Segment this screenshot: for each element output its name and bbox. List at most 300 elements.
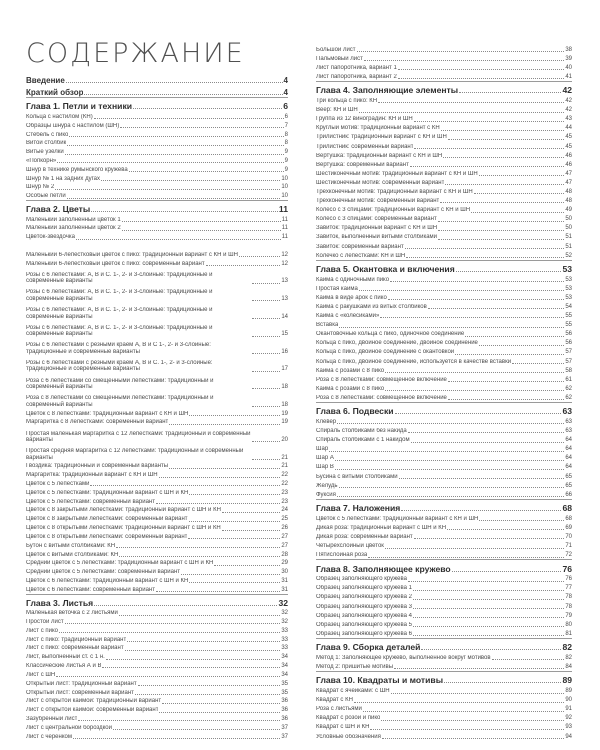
toc-entry-page: 22 <box>281 481 288 488</box>
toc-entry[interactable] <box>316 186 572 195</box>
toc-entry-title: Трехконечный мотив: традиционный вариант с КН и ШН <box>316 188 473 195</box>
toc-entry[interactable] <box>316 114 572 123</box>
toc-entry[interactable] <box>316 365 572 374</box>
toc-entry-title: Лист с пико: современный вариант <box>26 645 124 652</box>
toc-entry-title: Пальмовый лист <box>316 55 363 62</box>
toc-entry[interactable] <box>316 471 572 480</box>
toc-entry-page: 37 <box>281 733 288 740</box>
toc-entry-title: Завиток, выполненный витыми столбиками <box>316 234 438 241</box>
toc-entry-title: Маленькая веточка с 2 листьями <box>26 610 118 617</box>
toc-entry[interactable] <box>26 302 288 320</box>
toc-entry[interactable] <box>316 104 572 113</box>
toc-entry[interactable] <box>26 461 288 470</box>
toc-entry[interactable] <box>26 576 288 585</box>
dot-leader <box>119 556 280 557</box>
toc-entry-title: Цветок с 8 открытыми лепестками: современный вариант <box>26 533 188 540</box>
toc-entry-page: 9 <box>284 166 288 173</box>
toc-entry[interactable] <box>26 608 288 617</box>
toc-entry[interactable] <box>26 496 288 505</box>
toc-entry[interactable] <box>316 274 572 283</box>
toc-entry[interactable] <box>316 522 572 531</box>
toc-entry[interactable] <box>316 462 572 471</box>
dot-leader <box>410 166 564 167</box>
toc-entry-page: 25 <box>281 516 288 523</box>
toc-entry-title: Трилистник: традиционный вариант с КН и ШН <box>316 134 447 141</box>
toc-entry-title: Маленький 6-лепестковый цветок с пико: традиционный вариант с КН и ШН <box>26 251 238 258</box>
toc-entry[interactable] <box>316 489 572 498</box>
toc-entry[interactable] <box>26 567 288 576</box>
toc-entry-page: 23 <box>281 489 288 496</box>
toc-entry-title: Фуксия <box>316 491 336 498</box>
toc-entry[interactable] <box>316 695 572 704</box>
toc-entry[interactable] <box>26 661 288 670</box>
toc-entry[interactable] <box>26 487 288 496</box>
toc-entry[interactable] <box>316 71 572 80</box>
toc-entry[interactable] <box>26 443 288 461</box>
toc-entry-page: 18 <box>281 401 288 408</box>
toc-entry-title: Образец заполняющего кружева 1 <box>316 585 412 592</box>
toc-entry[interactable] <box>316 685 572 694</box>
toc-entry-title: Три кольца с пико: КН <box>316 98 378 105</box>
toc-chapter[interactable] <box>26 97 288 112</box>
toc-entry-title: Роза с 8 лепестками: совмещенное включение <box>316 376 447 383</box>
toc-entry[interactable] <box>26 470 288 479</box>
toc-entry-page: 42 <box>565 107 572 114</box>
toc-entry-page: 91 <box>565 706 572 713</box>
toc-entry[interactable] <box>316 241 572 250</box>
toc-entry[interactable] <box>316 356 572 365</box>
toc-entry[interactable] <box>316 310 572 319</box>
toc-entry[interactable] <box>26 678 288 687</box>
toc-entry[interactable] <box>316 619 572 628</box>
dot-leader <box>169 468 280 469</box>
toc-entry[interactable] <box>316 329 572 338</box>
toc-entry-page: 14 <box>281 313 288 320</box>
dot-leader <box>399 478 565 479</box>
toc-entry[interactable] <box>26 669 288 678</box>
toc-entry[interactable] <box>26 129 288 138</box>
toc-entry-page: 32 <box>281 610 288 617</box>
toc-entry-page: 16 <box>281 348 288 355</box>
toc-entry[interactable] <box>316 453 572 462</box>
toc-entry-page: 82 <box>562 642 572 653</box>
toc-entry[interactable] <box>316 383 572 392</box>
toc-entry-page: 33 <box>281 645 288 652</box>
dot-leader <box>354 702 564 703</box>
toc-entry-title: Гвоздика: традиционный и современный варианты <box>26 463 169 470</box>
toc-entry-page: 68 <box>565 515 572 522</box>
toc-entry[interactable] <box>316 731 572 740</box>
toc-entry[interactable] <box>316 338 572 347</box>
dot-leader <box>102 667 280 668</box>
toc-entry-title: Маленький 6-лепестковый цветок с пико: современный вариант <box>26 260 205 267</box>
toc-entry-page: 57 <box>565 349 572 356</box>
toc-entry[interactable] <box>26 164 288 173</box>
dot-leader <box>65 623 281 624</box>
toc-chapter[interactable] <box>316 637 572 652</box>
toc-entry[interactable] <box>316 232 572 241</box>
toc-entry-page: 93 <box>565 724 572 731</box>
dot-leader <box>101 180 280 181</box>
dot-leader <box>119 615 280 616</box>
toc-entry-page: 58 <box>565 367 572 374</box>
toc-entry-title: Спираль столбиками без накида <box>316 428 407 435</box>
toc-entry-title: Открытый лист: традиционный вариант <box>26 680 137 687</box>
toc-section[interactable] <box>26 74 288 85</box>
toc-entry[interactable] <box>316 292 572 301</box>
toc-entry-page: 78 <box>565 603 572 610</box>
toc-entry-page: 62 <box>565 385 572 392</box>
toc-entry-title: Метод 2: пришитые мотивы <box>316 664 394 671</box>
toc-entry[interactable] <box>26 625 288 634</box>
toc-entry[interactable] <box>26 320 288 338</box>
toc-chapter[interactable] <box>316 80 572 95</box>
toc-entry-title: Лист с пико <box>26 627 59 634</box>
toc-entry[interactable] <box>316 250 572 259</box>
toc-entry-page: 53 <box>565 294 572 301</box>
dot-leader <box>395 413 562 414</box>
toc-entry[interactable] <box>316 550 572 559</box>
toc-entry[interactable] <box>316 62 572 71</box>
dot-leader <box>364 60 564 61</box>
toc-entry[interactable] <box>26 687 288 696</box>
toc-entry[interactable] <box>316 610 572 619</box>
dot-leader <box>413 617 564 618</box>
dot-leader <box>67 198 281 199</box>
toc-entry[interactable] <box>26 722 288 731</box>
toc-entry-page: 77 <box>565 585 572 592</box>
toc-entry-page: 56 <box>565 340 572 347</box>
toc-entry[interactable] <box>26 549 288 558</box>
toc-entry[interactable] <box>316 168 572 177</box>
toc-entry-title: Цветок с 6 лепестками: современный вариант <box>26 586 155 593</box>
toc-entry-page: 27 <box>281 542 288 549</box>
dot-leader <box>206 265 281 266</box>
toc-entry[interactable] <box>316 319 572 328</box>
toc-entry[interactable] <box>316 214 572 223</box>
dot-leader <box>162 703 280 704</box>
toc-entry-title: Лист с открытой каймой: современный вариант <box>26 707 159 714</box>
toc-entry-page: 42 <box>562 85 572 96</box>
toc-entry[interactable] <box>316 713 572 722</box>
toc-entry-page: 18 <box>281 384 288 391</box>
dot-leader <box>408 581 564 582</box>
dot-leader <box>94 605 277 606</box>
toc-entry-title: Краткий обзор <box>26 87 84 97</box>
toc-entry[interactable] <box>316 159 572 168</box>
toc-section[interactable] <box>26 85 288 96</box>
toc-entry[interactable] <box>26 514 288 523</box>
dot-leader <box>413 599 564 600</box>
dot-leader <box>133 108 282 109</box>
toc-entry-page: 13 <box>281 278 288 285</box>
toc-entry-page: 63 <box>565 418 572 425</box>
dot-leader <box>106 659 280 660</box>
dot-leader <box>388 299 565 300</box>
toc-entry-title: Маленький заполненный цветок 2 <box>26 225 121 232</box>
toc-entry-page: 76 <box>565 576 572 583</box>
toc-entry[interactable] <box>316 223 572 232</box>
toc-entry[interactable] <box>316 150 572 159</box>
toc-entry-title: Роза с листьями <box>316 706 362 713</box>
toc-entry-page: 7 <box>284 122 288 129</box>
toc-entry[interactable] <box>26 182 288 191</box>
toc-chapter[interactable] <box>316 401 572 416</box>
toc-entry[interactable] <box>316 480 572 489</box>
toc-entry[interactable] <box>26 258 288 267</box>
dot-leader <box>359 290 564 291</box>
toc-entry-title: Образец заполняющего кружева 6 <box>316 630 412 637</box>
toc-entry[interactable] <box>26 373 288 391</box>
toc-entry-title: Кольца с настилом (КН) <box>26 113 93 120</box>
toc-entry[interactable] <box>26 532 288 541</box>
toc-entry[interactable] <box>316 513 572 522</box>
dot-leader <box>94 118 284 119</box>
toc-chapter[interactable] <box>316 670 572 685</box>
dot-leader <box>414 121 565 122</box>
toc-entry-title: Образец заполняющего кружева <box>316 576 407 583</box>
toc-entry[interactable] <box>316 374 572 383</box>
toc-entry-page: 65 <box>565 473 572 480</box>
toc-entry[interactable] <box>26 138 288 147</box>
toc-entry-title: Вставка <box>316 322 339 329</box>
toc-entry[interactable] <box>26 643 288 652</box>
toc-entry[interactable] <box>26 540 288 549</box>
toc-entry-page: 52 <box>565 252 572 259</box>
toc-entry[interactable] <box>316 628 572 637</box>
toc-entry[interactable] <box>26 617 288 626</box>
toc-entry[interactable] <box>316 652 572 661</box>
toc-entry-page: 90 <box>565 697 572 704</box>
toc-entry-page: 80 <box>565 621 572 628</box>
toc-entry-page: 33 <box>281 627 288 634</box>
dot-leader <box>440 202 564 203</box>
toc-entry-title: Клевер <box>316 418 337 425</box>
toc-entry[interactable] <box>316 301 572 310</box>
toc-entry-page: 64 <box>565 446 572 453</box>
toc-entry[interactable] <box>316 574 572 583</box>
toc-entry-title: Глава 8. Заполняющее кружево <box>316 563 451 574</box>
toc-entry-title: Цветок с 8 лепестками: традиционный вариант с КН и ШН <box>26 410 189 417</box>
toc-entry[interactable] <box>26 408 288 417</box>
toc-entry[interactable] <box>316 601 572 610</box>
toc-entry[interactable] <box>26 156 288 165</box>
toc-entry-page: 31 <box>281 586 288 593</box>
toc-entry[interactable] <box>316 661 572 670</box>
toc-entry[interactable] <box>316 204 572 213</box>
toc-entry-page: 48 <box>565 188 572 195</box>
toc-entry[interactable] <box>316 95 572 104</box>
toc-entry[interactable] <box>26 214 288 223</box>
dot-leader <box>448 399 564 400</box>
toc-entry[interactable] <box>316 177 572 186</box>
toc-entry-page: 42 <box>565 98 572 105</box>
toc-entry[interactable] <box>26 634 288 643</box>
toc-entry-page: 55 <box>565 313 572 320</box>
toc-entry-page: 46 <box>565 161 572 168</box>
dot-leader <box>428 308 564 309</box>
dot-leader <box>335 460 564 461</box>
dot-leader <box>252 300 280 301</box>
dot-leader <box>120 127 283 128</box>
toc-entry[interactable] <box>316 444 572 453</box>
toc-entry-title: Лист папоротника, вариант 1 <box>316 64 397 71</box>
toc-entry-page: 47 <box>565 179 572 186</box>
toc-entry[interactable] <box>316 592 572 601</box>
toc-entry[interactable] <box>26 120 288 129</box>
dot-leader <box>474 193 565 194</box>
toc-entry[interactable] <box>26 696 288 705</box>
toc-entry-page: 62 <box>565 394 572 401</box>
toc-entry-title: Шестиконечный мотив: традиционный вариант с КН и ШН <box>316 170 478 177</box>
toc-entry[interactable] <box>26 505 288 514</box>
toc-entry[interactable] <box>316 425 572 434</box>
toc-entry[interactable] <box>26 355 288 373</box>
toc-entry[interactable] <box>26 111 288 120</box>
toc-entry[interactable] <box>26 731 288 740</box>
dot-leader <box>91 211 278 212</box>
toc-entry-title: Зазубренный лист <box>26 715 78 722</box>
toc-entry-page: 47 <box>565 170 572 177</box>
toc-entry-page: 32 <box>278 597 288 608</box>
toc-entry[interactable] <box>26 426 288 444</box>
dot-leader <box>73 738 280 739</box>
toc-entry-title: Кайма в виде арок с пико <box>316 294 387 301</box>
toc-entry-title: Простая кайма <box>316 285 358 292</box>
toc-entry[interactable] <box>26 338 288 356</box>
dot-leader <box>447 529 564 530</box>
toc-entry-page: 65 <box>565 482 572 489</box>
toc-entry-title: Роза с 6 лепестками со смещенными лепестками: традиционный и современный варианты <box>26 377 214 391</box>
toc-chapter[interactable] <box>26 593 288 608</box>
toc-entry[interactable] <box>26 523 288 532</box>
dot-leader <box>479 520 564 521</box>
dot-leader <box>59 632 280 633</box>
toc-entry[interactable] <box>26 714 288 723</box>
toc-entry-title: Лист с черенком <box>26 733 72 740</box>
toc-entry-title: Розы с 6 лепестками: А, В и С. 1-, 2- и 3-слойные: традиционные и современные варианты <box>26 289 213 302</box>
toc-entry-title: Шестиконечный мотив: современный вариант <box>316 179 445 186</box>
dot-leader <box>125 650 281 651</box>
toc-entry[interactable] <box>26 173 288 182</box>
toc-entry[interactable] <box>26 390 288 408</box>
toc-entry[interactable] <box>316 123 572 132</box>
toc-entry[interactable] <box>26 223 288 232</box>
toc-entry-title: Маленький заполненный цветок 1 <box>26 216 121 223</box>
dot-leader <box>401 510 561 511</box>
toc-entry-page: 30 <box>281 569 288 576</box>
toc-chapter[interactable] <box>26 200 288 215</box>
toc-entry-page: 40 <box>565 64 572 71</box>
toc-entry-page: 15 <box>281 331 288 338</box>
toc-entry-page: 51 <box>565 234 572 241</box>
toc-entry-title: Глава 4. Заполняющие элементы <box>316 85 459 96</box>
toc-entry-page: 41 <box>565 73 572 80</box>
dot-leader <box>357 51 565 52</box>
toc-entry-page: 36 <box>281 715 288 722</box>
dot-leader <box>359 112 565 113</box>
toc-entry[interactable] <box>316 722 572 731</box>
dot-leader <box>452 571 562 572</box>
toc-entry-title: Цветок с 8 закрытыми лепестками: современный вариант <box>26 516 188 523</box>
dot-leader <box>413 590 564 591</box>
toc-entry[interactable] <box>316 583 572 592</box>
toc-entry-title: Розы с 6 лепестками с резными краем А, В и С. 1-, 2- и 3-слойные: традиционные и современные варианты <box>26 360 213 373</box>
dot-leader <box>382 738 564 739</box>
dot-leader <box>252 318 280 319</box>
toc-entry-title: Веер: КН и ШН <box>316 107 358 114</box>
toc-entry-title: Кайма с розами с 8 пико <box>316 385 385 392</box>
toc-entry-title: Глава 5. Окантовка и включения <box>316 264 455 275</box>
toc-entry[interactable] <box>26 584 288 593</box>
toc-entry-title: Завиток: современный вариант <box>316 243 404 250</box>
toc-entry[interactable] <box>316 704 572 713</box>
dot-leader <box>445 184 564 185</box>
dot-leader <box>57 162 283 163</box>
dot-leader <box>90 485 280 486</box>
toc-entry[interactable] <box>316 53 572 62</box>
toc-entry[interactable] <box>316 347 572 356</box>
toc-entry-page: 37 <box>281 724 288 731</box>
toc-entry[interactable] <box>26 285 288 303</box>
toc-entry[interactable] <box>316 392 572 401</box>
dot-leader <box>479 345 564 346</box>
toc-entry[interactable] <box>316 141 572 150</box>
toc-chapter[interactable] <box>316 498 572 513</box>
toc-entry[interactable] <box>316 531 572 540</box>
dot-leader <box>222 512 280 513</box>
dot-leader <box>391 693 565 694</box>
toc-entry[interactable] <box>316 416 572 425</box>
toc-entry[interactable] <box>26 147 288 156</box>
toc-chapter[interactable] <box>316 559 572 574</box>
toc-entry[interactable] <box>26 558 288 567</box>
toc-entry-title: Глава 2. Цветы <box>26 204 91 215</box>
toc-entry[interactable] <box>316 44 572 53</box>
toc-entry-title: Вертушка: традиционный вариант с КН и ШН <box>316 152 443 159</box>
dot-leader <box>414 148 564 149</box>
toc-entry-page: 11 <box>281 225 288 232</box>
toc-entry-title: Метод 1: Заполняющее кружево, выполненное вокруг мотивов <box>316 654 491 661</box>
toc-entry-title: Розы с 6 лепестками: А, В и С. 1-, 2- и 3-слойные: традиционные и современные варианты <box>26 271 213 285</box>
dot-leader <box>252 353 280 354</box>
toc-entry-title: Розы с 6 лепестками: А, В и С. 1-, 2- и 3-слойные: традиционные и современные варианты <box>26 307 213 320</box>
toc-entry[interactable] <box>316 195 572 204</box>
toc-entry-page: 57 <box>565 358 572 365</box>
dot-leader <box>368 557 564 558</box>
toc-entry-page: 54 <box>565 303 572 310</box>
toc-entry-page: 79 <box>565 612 572 619</box>
toc-entry-page: 51 <box>565 243 572 250</box>
toc-entry[interactable] <box>26 652 288 661</box>
toc-entry[interactable] <box>26 232 288 241</box>
toc-entry[interactable] <box>26 267 288 285</box>
toc-entry-page: 9 <box>284 149 288 156</box>
toc-entry[interactable] <box>26 241 288 259</box>
toc-entry-title: Цветок с 5 лепестками <box>26 481 90 488</box>
toc-entry[interactable] <box>316 283 572 292</box>
toc-entry[interactable] <box>316 435 572 444</box>
toc-entry[interactable] <box>26 417 288 426</box>
toc-entry-title: Кольца с пико, двойное соединение, используется в качестве вставки <box>316 358 512 365</box>
toc-entry[interactable] <box>316 540 572 549</box>
toc-chapter[interactable] <box>316 259 572 274</box>
toc-entry[interactable] <box>316 132 572 141</box>
dot-leader <box>252 388 280 389</box>
toc-entry[interactable] <box>26 705 288 714</box>
toc-entry[interactable] <box>26 191 288 200</box>
toc-entry[interactable] <box>26 479 288 488</box>
